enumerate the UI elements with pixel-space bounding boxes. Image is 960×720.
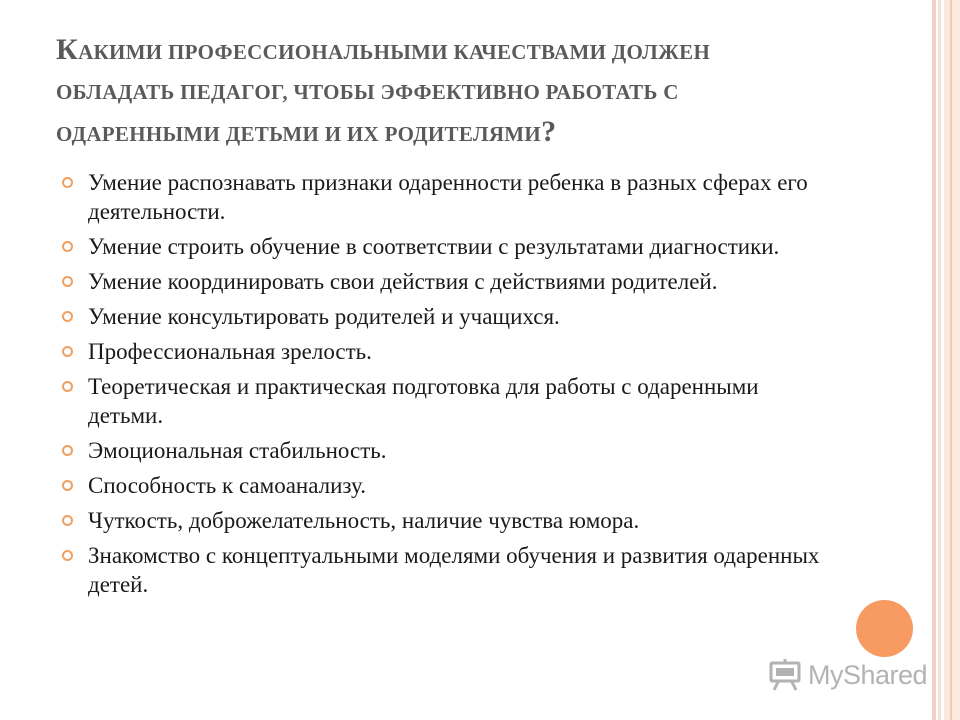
bullet-icon [62, 515, 73, 526]
list-item-text: Чуткость, доброжелательность, наличие чувства юмора. [88, 508, 640, 533]
title-line-3-text: ОДАРЕННЫМИ ДЕТЬМИ И ИХ РОДИТЕЛЯМИ [56, 122, 542, 146]
border-stripe [932, 0, 936, 720]
list-item [62, 506, 822, 535]
title-line-1 [56, 30, 876, 72]
border-stripe [950, 0, 952, 720]
bullet-icon [62, 445, 73, 456]
list-item-text: Способность к самоанализу. [88, 473, 366, 498]
title-line-3 [56, 112, 876, 154]
bullet-icon [62, 346, 73, 357]
bullet-icon [62, 276, 73, 287]
title-initial: К [56, 33, 79, 66]
bullet-icon [62, 381, 73, 392]
list-item [62, 337, 822, 366]
title-line-1-text: АКИМИ ПРОФЕССИОНАЛЬНЫМИ КАЧЕСТВАМИ ДОЛЖЕН [78, 40, 711, 64]
projector-icon [768, 658, 802, 692]
list-item [62, 302, 822, 331]
border-stripe [944, 0, 960, 720]
title-line-2: ОБЛАДАТЬ ПЕДАГОГ, ЧТОБЫ ЭФФЕКТИВНО РАБОТАТЬ С [56, 80, 679, 104]
bullet-icon [62, 311, 73, 322]
watermark-logo [768, 655, 927, 695]
bullet-icon [62, 480, 73, 491]
list-item [62, 541, 822, 599]
list-item-text: Умение координировать свои действия с действиями родителей. [88, 269, 718, 294]
list-item [62, 471, 822, 500]
slide-title [56, 30, 876, 154]
bullet-icon [62, 241, 73, 252]
title-question-mark: ? [541, 115, 557, 148]
list-item [62, 436, 822, 465]
list-item [62, 232, 822, 261]
list-item-text: Умение строить обучение в соответствии с результатами диагностики. [88, 234, 780, 259]
border-stripe [938, 0, 941, 720]
bullet-list [62, 168, 822, 605]
list-item-text: Эмоциональная стабильность. [88, 438, 387, 463]
list-item-text: Знакомство с концептуальными моделями обучения и развития одаренных детей. [88, 543, 820, 597]
decorative-circle [856, 600, 913, 657]
watermark-text: MyShared [808, 659, 928, 690]
list-item-text: Умение консультировать родителей и учащихся. [88, 304, 560, 329]
list-item [62, 168, 822, 226]
list-item-text: Профессиональная зрелость. [88, 339, 372, 364]
list-item-text: Умение распознавать признаки одаренности ребенка в разных сферах его деятельности. [88, 170, 808, 224]
list-item [62, 372, 822, 430]
bullet-icon [62, 550, 73, 561]
bullet-icon [62, 177, 73, 188]
list-item-text: Теоретическая и практическая подготовка для работы с одаренными детьми. [88, 374, 759, 428]
list-item [62, 267, 822, 296]
